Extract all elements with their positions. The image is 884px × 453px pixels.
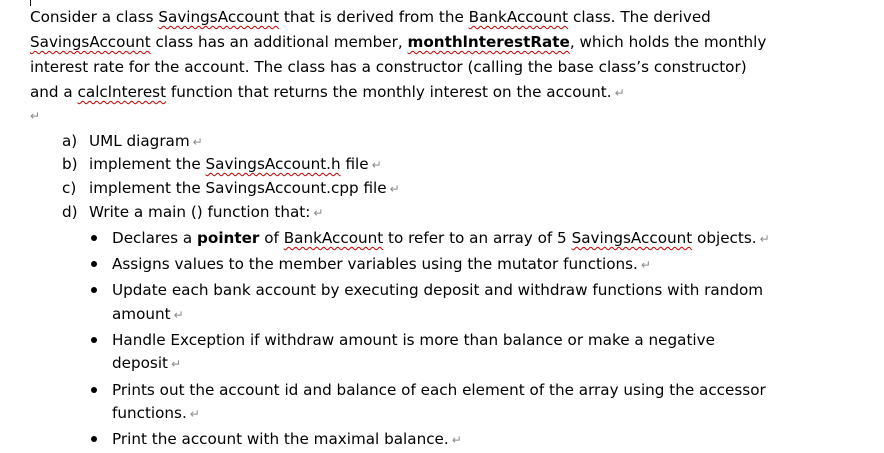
- class-name-savingsaccount: SavingsAccount: [30, 33, 151, 51]
- bullet-item-3-cont: amount ↵: [112, 305, 184, 323]
- paragraph-mark-icon: ↵: [640, 258, 651, 272]
- list-item-text: Write a main () function that: ↵: [89, 203, 324, 221]
- list-item-text: implement the SavingsAccount.h file ↵: [89, 155, 382, 173]
- class-name-bankaccount: BankAccount: [468, 8, 569, 26]
- paragraph-line-4: [30, 81, 625, 104]
- text-run: interest rate for the account. The class has a constructor (calling the base class’s constructor): [30, 58, 747, 76]
- text-run: class. The derived: [568, 8, 711, 26]
- list-marker: b): [62, 155, 78, 173]
- list-marker: a): [62, 132, 78, 150]
- member-name: monthlnterestRate: [407, 33, 570, 51]
- paragraph-mark-icon: ↵: [173, 308, 184, 322]
- text-run: , which holds the monthly: [569, 33, 767, 51]
- list-item-c: [62, 177, 400, 199]
- bullet-item-1: Declares a pointer of BankAccount to refer to an array of 5 SavingsAccount objects. ↵: [112, 229, 770, 247]
- paragraph-line-3: [30, 56, 747, 78]
- list-marker: c): [62, 179, 77, 197]
- text-run: function that returns the monthly interest on the account.: [166, 83, 612, 101]
- bullet-item-5: Prints out the account id and balance of each element of the array using the accessor: [112, 381, 766, 399]
- paragraph-mark-icon: ↵: [171, 357, 182, 371]
- bullet-item-4-cont: deposit ↵: [112, 354, 182, 372]
- bullet-icon: [91, 436, 97, 442]
- list-item-text: UML diagram ↵: [89, 132, 203, 150]
- paragraph-mark-icon: ↵: [371, 158, 382, 172]
- list-item-b: [62, 153, 382, 175]
- list-item-a: [62, 130, 203, 152]
- text-run: that is derived from the: [279, 8, 469, 26]
- text-run: class has an additional member,: [150, 33, 408, 51]
- list-item-text: implement the SavingsAccount.cpp file ↵: [89, 179, 400, 197]
- class-name-savingsaccount: SavingsAccount: [158, 8, 280, 26]
- paragraph-mark-icon: ↵: [189, 407, 200, 421]
- text-run: Consider a class: [30, 8, 159, 26]
- bullet-item-4: Handle Exception if withdraw amount is more than balance or make a negative: [112, 331, 715, 349]
- file-name: SavingsAccount.h: [205, 155, 341, 173]
- class-name-bankaccount: BankAccount: [283, 229, 384, 247]
- class-name-savingsaccount: SavingsAccount: [571, 229, 693, 247]
- function-name: calclnterest: [77, 83, 167, 101]
- paragraph-mark-icon: ↵: [389, 182, 400, 196]
- bullet-icon: [91, 287, 97, 293]
- paragraph-mark-icon: ↵: [313, 206, 324, 220]
- list-marker: d): [62, 203, 78, 221]
- empty-paragraph: [30, 104, 40, 127]
- bullet-icon: [91, 261, 97, 267]
- bullet-icon: [91, 235, 97, 241]
- bullet-item-3: Update each bank account by executing deposit and withdraw functions with random: [112, 281, 764, 299]
- paragraph-line-2: [30, 31, 766, 53]
- bullet-icon: [91, 387, 97, 393]
- emphasis-pointer: pointer: [197, 229, 260, 247]
- text-run: and a: [30, 83, 78, 101]
- list-item-d: [62, 201, 324, 223]
- paragraph-mark-icon: ↵: [30, 109, 41, 123]
- paragraph-mark-icon: ↵: [614, 86, 625, 100]
- paragraph-mark-icon: ↵: [759, 232, 770, 246]
- paragraph-mark-icon: ↵: [451, 433, 462, 447]
- bullet-icon: [91, 337, 97, 343]
- paragraph-line-1: [30, 6, 711, 28]
- bullet-item-6: Print the account with the maximal balance. ↵: [112, 430, 462, 448]
- paragraph-mark-icon: ↵: [192, 135, 203, 149]
- bullet-item-2: Assigns values to the member variables using the mutator functions. ↵: [112, 255, 651, 273]
- bullet-item-5-cont: functions. ↵: [112, 404, 200, 422]
